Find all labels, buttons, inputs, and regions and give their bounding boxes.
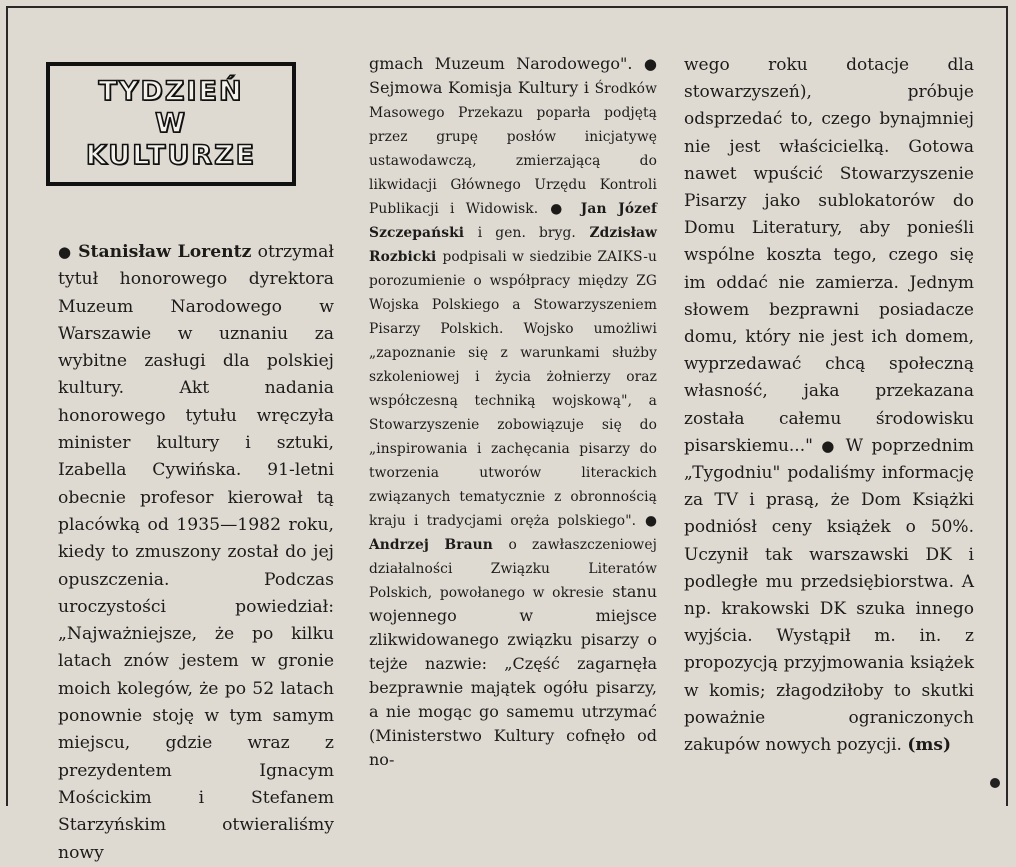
author-signature: (ms) [907, 735, 951, 756]
masthead-line-1: TYDZIEŃ [98, 76, 244, 107]
news-text-small: i gen. bryg. [477, 225, 576, 241]
section-masthead [46, 62, 296, 186]
news-text: wego roku dotacje dla stowarzyszeń), próbuje odsprzedać to, czego bynajmniej nie jest właścicielką. Gotowa nawet wpuścić Stowarzyszenie Pisarzy jako sublokatorów do Domu Literatury, aby ponieśli wspólne koszta tego, czego się im oddać nie zamierza. Jednym słowem bezprawni posiadacze domu, który nie jest ich domem, wyprzedawać chcą społeczną własność, jaka przekazana została całemu środowisku pisarskiemu..." [684, 55, 974, 456]
bullet-icon: ● [643, 55, 657, 73]
masthead-line-3: KULTURZE [85, 140, 257, 171]
column-3 [684, 52, 974, 759]
news-text: stanu wojennego w miejsce zlikwidowanego związku pisarzy o tejże nazwie: „Część zagarnęła bezprawnie majątek ogółu pisarzy, a nie mogąc go samemu utrzymać (Ministerstwo Kultury cofnęło od no- [369, 582, 657, 769]
bullet-icon: ● [821, 436, 838, 455]
bullet-icon: ● [550, 201, 569, 217]
bullet-icon: ● [58, 243, 72, 261]
news-item-lorentz [58, 239, 334, 867]
person-name: Stanisław Lorentz [78, 242, 252, 262]
person-name: Zdzisław Rozbicki [369, 225, 658, 265]
column-1 [58, 239, 334, 867]
news-text-small: Środków Masowego Przekazu poparła podjętą przez grupę posłów inicjatywę ustawodawczą, zmierzającą do likwidacji Głównego Urzędu Kontroli Publikacji i Widowisk. [369, 81, 657, 217]
masthead-line-2: W [155, 108, 187, 139]
news-text: W poprzednim „Tygodniu" podaliśmy informację za TV i prasą, że Dom Książki podniósł ceny książek o 50%. Uczynił tak warszawski DK i podległe mu przedsiębiorstwa. A np. krakowski DK szuka innego wyjścia. Wystąpił m. in. z propozycją przyjmowania książek w komis; złagodziłoby to skutki poważnie ograniczonych zakupów nowych pozycji. [684, 435, 974, 756]
news-text: otrzymał tytuł honorowego dyrektora Muzeum Narodowego w Warszawie w uznaniu za wybitne zasługi dla polskiej kultury. Akt nadania honorowego tytułu wręczyła minister kultury i sztuki, Izabella Cywińska. 91-letni obecnie profesor kierował tą placówką od 1935—1982 roku, kiedy to zmuszony został do jej opuszczenia. Podczas uroczystości powiedział: „Najważniejsze, że po kilku latach znów jestem w gronie moich kolegów, że po 52 latach ponownie stoję w tym samym miejscu, gdzie wraz z prezydentem Ignacym Mościckim i Stefanem Starzyńskim otwieraliśmy nowy [58, 242, 334, 863]
news-text-small: o zawłaszczeniowej działalności Związku Literatów Polskich, powołanego w okresie [369, 537, 657, 601]
person-name: Andrzej Braun [369, 537, 493, 553]
news-text-small: podpisali w siedzibie ZAIKS-u porozumienie o współpracy między ZG Wojska Polskiego a Stowarzyszeniem Pisarzy Polskich. Wojsko umożliwi „zapoznanie się z warunkami służby szkoleniowej i życia żołnierzy oraz współczesną techniką wojskową", a Stowarzyszenie zobowiązuje się do „inspirowania i zachęcania pisarzy do tworzenia utworów literackich związanych tematycznie z obronnością kraju i tradycjami oręża polskiego". [369, 249, 657, 529]
news-item-continuation [684, 52, 974, 759]
bullet-icon: ● [644, 513, 657, 529]
news-text: gmach Muzeum Narodowego". [369, 54, 633, 73]
news-item-continuation [369, 52, 657, 772]
news-text: Sejmowa Komisja Kultury i [369, 78, 589, 97]
ink-speck [990, 778, 1000, 788]
column-2 [369, 52, 657, 772]
person-name: Jan Józef Szczepański [369, 201, 657, 241]
